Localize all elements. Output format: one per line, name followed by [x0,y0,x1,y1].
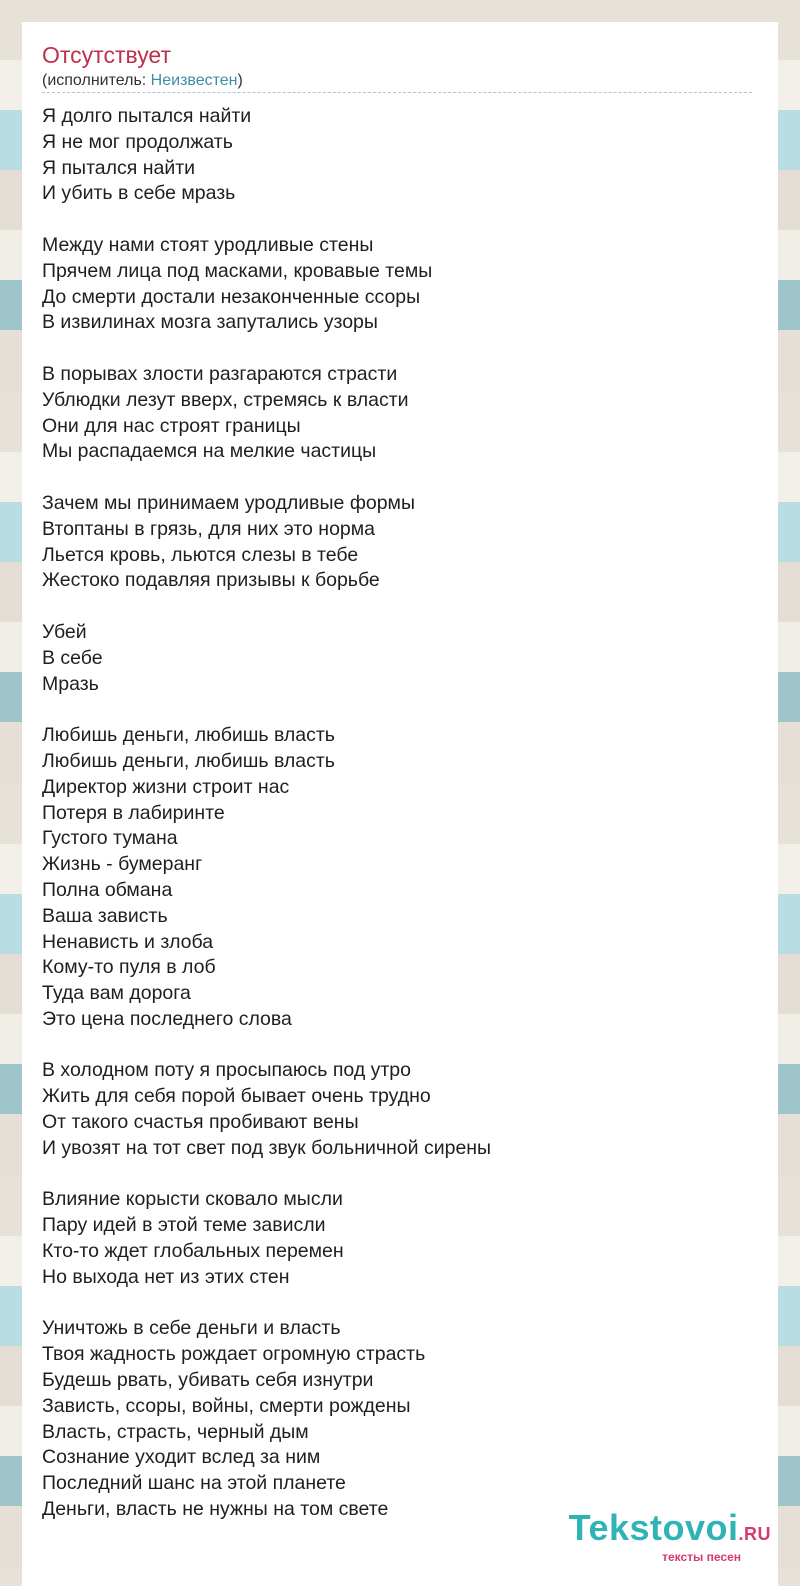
lyric-line: Жить для себя порой бывает очень трудно [42,1085,431,1108]
lyric-line: Власть, страсть, черный дым [42,1420,309,1443]
artist-suffix: ) [237,72,243,89]
lyric-line: Густого тумана [42,827,178,850]
lyric-line: И увозят на тот свет под звук больничной сирены [42,1136,492,1159]
lyric-line: Кому-то пуля в лоб [42,956,216,979]
lyric-line: Ваша зависть [42,904,168,927]
lyric-line: Но выхода нет из этих стен [42,1265,290,1288]
stanza-gap [42,207,752,233]
lyric-line: И убить в себе мразь [42,182,236,205]
lyric-line: Пару идей в этой теме зависли [42,1214,326,1237]
lyric-line: Любишь деньги, любишь власть [42,724,335,747]
lyric-line: Убей [42,620,87,643]
stanza-gap [42,1291,752,1317]
artist-prefix: (исполнитель: [42,72,151,89]
lyric-line: Мы распадаемся на мелкие частицы [42,440,377,463]
artist-line [42,70,243,92]
lyric-line: Директор жизни строит нас [42,775,290,798]
stanza-gap [42,697,752,723]
logo-wordmark [568,1507,771,1552]
lyric-line: Я пытался найти [42,156,196,179]
lyric-line: Полна обмана [42,878,173,901]
stanza-gap [42,1033,752,1059]
lyric-line: Мразь [42,672,99,695]
lyric-line: Это цена последнего слова [42,1007,292,1030]
lyric-line: Я долго пытался найти [42,105,252,127]
logo-tld: .RU [738,1524,771,1544]
logo-subtitle: тексты песен [662,1550,741,1564]
stanza-gap [42,594,752,620]
lyric-line: Втоптаны в грязь, для них это норма [42,517,376,540]
lyric-line: Потеря в лабиринте [42,801,225,824]
lyric-line: Между нами стоят уродливые стены [42,233,374,256]
lyric-line: Зависть, ссоры, войны, смерти рождены [42,1394,411,1417]
lyric-line: В холодном поту я просыпаюсь под утро [42,1059,411,1082]
lyric-line: От такого счастья пробивают вены [42,1111,359,1134]
stanza-gap [42,336,752,362]
lyric-line: Льется кровь, льются слезы в тебе [42,543,359,566]
lyric-line: Сознание уходит вслед за ним [42,1446,321,1469]
lyric-line: До смерти достали незаконченные ссоры [42,285,421,308]
lyric-line: Уничтожь в себе деньги и власть [42,1317,341,1340]
lyric-line: Туда вам дорога [42,982,191,1005]
stanza-gap [42,465,752,491]
lyric-line: Ненависть и злоба [42,930,214,953]
lyric-line: Жестоко подавляя призывы к борьбе [42,569,380,592]
lyric-line: Я не мог продолжать [42,130,233,153]
lyric-line: Жизнь - бумеранг [42,853,203,876]
lyric-line: Кто-то ждет глобальных перемен [42,1240,344,1263]
lyric-line: Влияние корысти сковало мысли [42,1188,343,1211]
song-title: Отсутствует [42,42,171,68]
lyric-line: Любишь деньги, любишь власть [42,749,335,772]
lyric-line: Деньги, власть не нужны на том свете [42,1498,389,1521]
lyric-line: В порывах злости разгараются страсти [42,362,398,385]
site-logo[interactable] [568,1507,771,1564]
artist-link[interactable]: Неизвестен [150,72,238,89]
lyric-line: Последний шанс на этой планете [42,1472,346,1495]
lyrics-card [22,22,778,1586]
logo-name: Tekstovoi [568,1507,739,1548]
lyric-line: Будешь рвать, убивать себя изнутри [42,1369,374,1392]
lyric-line: Прячем лица под масками, кровавые темы [42,259,433,282]
stanza-gap [42,1162,752,1188]
title-divider [42,92,752,93]
lyrics-text [42,104,752,1523]
lyric-line: Они для нас строят границы [42,414,301,437]
lyric-line: В извилинах мозга запутались узоры [42,311,378,334]
lyric-line: В себе [42,646,103,669]
lyric-line: Ублюдки лезут вверх, стремясь к власти [42,388,409,411]
lyric-line: Твоя жадность рождает огромную страсть [42,1343,426,1366]
lyric-line: Зачем мы принимаем уродливые формы [42,491,415,514]
